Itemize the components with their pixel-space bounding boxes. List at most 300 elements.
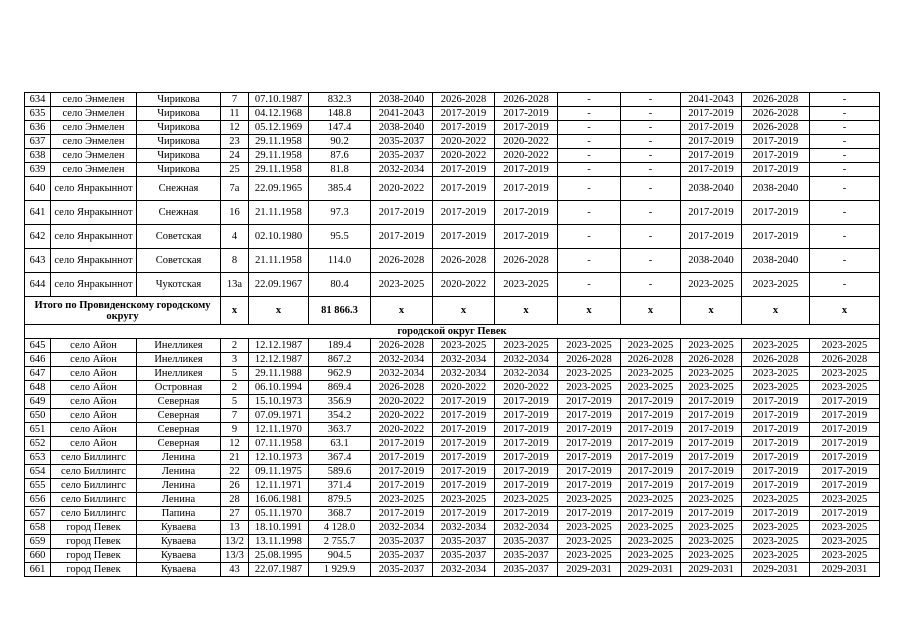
table-cell: 90.2 [309, 135, 371, 149]
table-cell: 2017-2019 [742, 451, 810, 465]
table-cell: - [621, 201, 681, 225]
table-cell: 641 [25, 201, 51, 225]
table-cell: 2023-2025 [742, 367, 810, 381]
table-cell: 2032-2034 [371, 353, 433, 367]
table-cell: 2017-2019 [742, 149, 810, 163]
table-cell: 371.4 [309, 479, 371, 493]
table-row [25, 563, 880, 577]
table-cell: 2017-2019 [495, 121, 558, 135]
table-cell: 22 [221, 465, 249, 479]
table-cell: - [621, 249, 681, 273]
table-cell: 650 [25, 409, 51, 423]
section-title: городской округ Певек [25, 325, 880, 339]
table-cell: Чукотская [137, 273, 221, 297]
table-cell: 2017-2019 [495, 395, 558, 409]
table-cell: 2023-2025 [558, 339, 621, 353]
table-cell: село Айон [51, 353, 137, 367]
table-cell: 2017-2019 [433, 163, 495, 177]
table-cell: 2017-2019 [495, 451, 558, 465]
table-cell: 2035-2037 [495, 535, 558, 549]
table-cell: село Энмелен [51, 121, 137, 135]
table-cell: 22.09.1967 [249, 273, 309, 297]
table-cell: 655 [25, 479, 51, 493]
table-cell: 2026-2028 [810, 353, 880, 367]
table-cell: 2017-2019 [558, 451, 621, 465]
table-cell: 2023-2025 [558, 521, 621, 535]
table-cell: 2017-2019 [681, 395, 742, 409]
total-cell: x [371, 297, 433, 325]
table-cell: 2026-2028 [681, 353, 742, 367]
table-cell: 363.7 [309, 423, 371, 437]
table-cell: 2017-2019 [742, 465, 810, 479]
table-cell: 95.5 [309, 225, 371, 249]
table-cell: 2020-2022 [371, 409, 433, 423]
table-cell: 2017-2019 [433, 177, 495, 201]
table-cell: село Энмелен [51, 149, 137, 163]
table-cell: 12 [221, 437, 249, 451]
table-cell: село Биллингс [51, 451, 137, 465]
table-cell: 2029-2031 [681, 563, 742, 577]
table-cell: 81.8 [309, 163, 371, 177]
table-cell: 2017-2019 [433, 201, 495, 225]
table-cell: 2029-2031 [810, 563, 880, 577]
table-cell: 643 [25, 249, 51, 273]
table-cell: 13а [221, 273, 249, 297]
table-cell: 2035-2037 [433, 549, 495, 563]
table-row [25, 225, 880, 249]
table-cell: 05.12.1969 [249, 121, 309, 135]
table-cell: 2017-2019 [742, 479, 810, 493]
table-cell: - [558, 93, 621, 107]
table-cell: 2017-2019 [371, 437, 433, 451]
table-cell: 11 [221, 107, 249, 121]
table-cell: село Биллингс [51, 479, 137, 493]
table-cell: 23 [221, 135, 249, 149]
table-cell: 21 [221, 451, 249, 465]
table-cell: 2026-2028 [742, 93, 810, 107]
table-cell: - [621, 149, 681, 163]
table-cell: 962.9 [309, 367, 371, 381]
table-cell: 2017-2019 [433, 507, 495, 521]
table-cell: 640 [25, 177, 51, 201]
table-cell: 869.4 [309, 381, 371, 395]
table-cell: Куваева [137, 549, 221, 563]
table-cell: 2017-2019 [621, 423, 681, 437]
table-cell: 21.11.1958 [249, 249, 309, 273]
table-cell: 12.12.1987 [249, 353, 309, 367]
table-cell: 2017-2019 [495, 465, 558, 479]
table-cell: - [621, 107, 681, 121]
table-cell: 2017-2019 [621, 451, 681, 465]
table-row [25, 451, 880, 465]
table-cell: 2017-2019 [621, 479, 681, 493]
table-cell: 2017-2019 [681, 201, 742, 225]
table-cell: 12.10.1973 [249, 451, 309, 465]
table-cell: 367.4 [309, 451, 371, 465]
table-cell: 13/2 [221, 535, 249, 549]
table-row [25, 121, 880, 135]
table-cell: 2035-2037 [495, 563, 558, 577]
table-cell: 2017-2019 [495, 409, 558, 423]
table-cell: - [810, 121, 880, 135]
total-cell: x [433, 297, 495, 325]
table-cell: 644 [25, 273, 51, 297]
table-cell: 29.11.1958 [249, 149, 309, 163]
table-cell: 2023-2025 [810, 493, 880, 507]
table-cell: - [621, 135, 681, 149]
table-cell: 385.4 [309, 177, 371, 201]
table-cell: 2035-2037 [495, 549, 558, 563]
table-cell: 2017-2019 [371, 465, 433, 479]
table-cell: 18.10.1991 [249, 521, 309, 535]
table-cell: Инелликея [137, 339, 221, 353]
table-row [25, 507, 880, 521]
table-cell: 2026-2028 [558, 353, 621, 367]
table-cell: 654 [25, 465, 51, 479]
table-cell: 2017-2019 [433, 225, 495, 249]
table-cell: 2017-2019 [495, 479, 558, 493]
table-cell: 2017-2019 [681, 149, 742, 163]
table-cell: 2023-2025 [742, 549, 810, 563]
table-cell: - [621, 121, 681, 135]
table-cell: 43 [221, 563, 249, 577]
table-cell: 2035-2037 [433, 535, 495, 549]
table-cell: Чирикова [137, 163, 221, 177]
table-row [25, 339, 880, 353]
table-cell: 904.5 [309, 549, 371, 563]
table-cell: 2017-2019 [681, 451, 742, 465]
table-cell: 2017-2019 [742, 507, 810, 521]
table-cell: Северная [137, 423, 221, 437]
table-cell: 2023-2025 [621, 339, 681, 353]
table-cell: 2017-2019 [742, 225, 810, 249]
table-cell: 22.07.1987 [249, 563, 309, 577]
table-cell: 589.6 [309, 465, 371, 479]
table-cell: 2026-2028 [433, 249, 495, 273]
table-cell: 2017-2019 [371, 201, 433, 225]
table-body [25, 93, 880, 577]
table-cell: 2 755.7 [309, 535, 371, 549]
table-row [25, 249, 880, 273]
table-cell: 2 [221, 381, 249, 395]
table-cell: 15.10.1973 [249, 395, 309, 409]
table-cell: 2026-2028 [621, 353, 681, 367]
table-cell: 2017-2019 [371, 451, 433, 465]
table-cell: село Айон [51, 395, 137, 409]
table-cell: 2023-2025 [433, 339, 495, 353]
table-cell: 2038-2040 [371, 121, 433, 135]
table-cell: 637 [25, 135, 51, 149]
table-cell: Ленина [137, 493, 221, 507]
table-row [25, 423, 880, 437]
table-cell: 2023-2025 [558, 535, 621, 549]
table-cell: 2017-2019 [742, 163, 810, 177]
table-cell: 2032-2034 [495, 353, 558, 367]
table-cell: 2023-2025 [495, 273, 558, 297]
table-cell: - [558, 201, 621, 225]
housing-schedule-table [24, 92, 880, 577]
table-cell: город Певек [51, 549, 137, 563]
table-cell: село Янракыннот [51, 225, 137, 249]
table-cell: 2035-2037 [371, 563, 433, 577]
table-cell: 2017-2019 [495, 177, 558, 201]
table-cell: 2023-2025 [495, 339, 558, 353]
table-cell: - [810, 107, 880, 121]
table-cell: 368.7 [309, 507, 371, 521]
table-row [25, 437, 880, 451]
table-cell: - [810, 135, 880, 149]
table-cell: Островная [137, 381, 221, 395]
table-cell: 651 [25, 423, 51, 437]
table-cell: 05.11.1970 [249, 507, 309, 521]
table-cell: 2023-2025 [558, 493, 621, 507]
table-cell: - [621, 273, 681, 297]
table-cell: 2023-2025 [742, 273, 810, 297]
table-cell: 2017-2019 [621, 395, 681, 409]
table-cell: 07.09.1971 [249, 409, 309, 423]
table-cell: 2017-2019 [558, 479, 621, 493]
table-row [25, 521, 880, 535]
table-cell: 2017-2019 [433, 121, 495, 135]
total-cell: 81 866.3 [309, 297, 371, 325]
table-cell: 2023-2025 [681, 535, 742, 549]
table-cell: - [621, 225, 681, 249]
table-cell: 13.11.1998 [249, 535, 309, 549]
table-cell: село Энмелен [51, 93, 137, 107]
table-cell: 63.1 [309, 437, 371, 451]
table-cell: 2023-2025 [742, 381, 810, 395]
table-cell: село Янракыннот [51, 201, 137, 225]
table-cell: 2017-2019 [621, 437, 681, 451]
table-cell: 2017-2019 [742, 201, 810, 225]
table-row [25, 549, 880, 563]
table-cell: - [558, 149, 621, 163]
table-cell: 2017-2019 [810, 451, 880, 465]
table-cell: 832.3 [309, 93, 371, 107]
table-cell: 2038-2040 [681, 177, 742, 201]
table-cell: 2020-2022 [433, 273, 495, 297]
table-cell: 661 [25, 563, 51, 577]
table-cell: 2023-2025 [621, 549, 681, 563]
table-cell: 02.10.1980 [249, 225, 309, 249]
table-cell: 2017-2019 [558, 409, 621, 423]
table-cell: 2017-2019 [495, 107, 558, 121]
table-cell: 2017-2019 [810, 437, 880, 451]
table-cell: село Айон [51, 409, 137, 423]
table-cell: 4 [221, 225, 249, 249]
table-cell: 2023-2025 [371, 493, 433, 507]
table-cell: - [621, 163, 681, 177]
table-cell: город Певек [51, 521, 137, 535]
table-cell: 2017-2019 [810, 423, 880, 437]
table-cell: 07.11.1958 [249, 437, 309, 451]
table-cell: 635 [25, 107, 51, 121]
table-cell: 2038-2040 [371, 93, 433, 107]
table-cell: Куваева [137, 535, 221, 549]
table-cell: 2020-2022 [433, 149, 495, 163]
table-cell: 2023-2025 [681, 367, 742, 381]
table-cell: 2017-2019 [742, 437, 810, 451]
table-cell: 2020-2022 [371, 423, 433, 437]
table-cell: 06.10.1994 [249, 381, 309, 395]
table-cell: 2017-2019 [681, 423, 742, 437]
table-cell: 1 929.9 [309, 563, 371, 577]
table-cell: 2026-2028 [371, 249, 433, 273]
table-row [25, 201, 880, 225]
table-cell: 12.11.1970 [249, 423, 309, 437]
table-cell: Советская [137, 225, 221, 249]
table-cell: - [810, 225, 880, 249]
table-cell: 2023-2025 [681, 381, 742, 395]
table-cell: 2023-2025 [810, 381, 880, 395]
table-cell: 2023-2025 [558, 549, 621, 563]
table-row [25, 107, 880, 121]
table-row [25, 465, 880, 479]
table-row [25, 163, 880, 177]
table-cell: 2023-2025 [742, 339, 810, 353]
table-cell: 2023-2025 [810, 535, 880, 549]
table-row [25, 177, 880, 201]
table-cell: 2032-2034 [495, 367, 558, 381]
table-cell: село Айон [51, 437, 137, 451]
table-cell: 2017-2019 [558, 423, 621, 437]
table-cell: 2038-2040 [681, 249, 742, 273]
table-cell: Куваева [137, 563, 221, 577]
table-cell: - [558, 121, 621, 135]
table-cell: 28 [221, 493, 249, 507]
table-cell: 2017-2019 [495, 507, 558, 521]
table-cell: 2041-2043 [681, 93, 742, 107]
table-cell: 2020-2022 [371, 177, 433, 201]
table-cell: 2026-2028 [433, 93, 495, 107]
table-cell: 2017-2019 [681, 437, 742, 451]
table-row [25, 381, 880, 395]
table-cell: 2017-2019 [681, 479, 742, 493]
table-cell: 2029-2031 [742, 563, 810, 577]
table-cell: 2017-2019 [810, 507, 880, 521]
table-cell: 12 [221, 121, 249, 135]
table-cell: 16 [221, 201, 249, 225]
table-cell: 12.12.1987 [249, 339, 309, 353]
table-cell: 2035-2037 [371, 535, 433, 549]
table-cell: город Певек [51, 563, 137, 577]
table-cell: - [810, 149, 880, 163]
table-cell: 2017-2019 [681, 135, 742, 149]
table-cell: Чирикова [137, 149, 221, 163]
table-cell: село Айон [51, 367, 137, 381]
table-cell: 2026-2028 [371, 381, 433, 395]
total-cell: x [558, 297, 621, 325]
table-cell: 2020-2022 [433, 381, 495, 395]
table-cell: - [810, 273, 880, 297]
table-cell: 2017-2019 [495, 201, 558, 225]
table-cell: 636 [25, 121, 51, 135]
table-cell: Ленина [137, 479, 221, 493]
table-cell: 29.11.1958 [249, 135, 309, 149]
table-cell: Снежная [137, 177, 221, 201]
table-cell: 2038-2040 [742, 249, 810, 273]
table-cell: - [558, 135, 621, 149]
table-cell: 27 [221, 507, 249, 521]
table-cell: 2032-2034 [371, 521, 433, 535]
table-cell: 2032-2034 [371, 163, 433, 177]
table-cell: Снежная [137, 201, 221, 225]
table-row [25, 149, 880, 163]
table-cell: 29.11.1958 [249, 163, 309, 177]
table-cell: 2017-2019 [495, 163, 558, 177]
table-cell: 660 [25, 549, 51, 563]
table-cell: 656 [25, 493, 51, 507]
table-cell: 646 [25, 353, 51, 367]
table-cell: село Энмелен [51, 135, 137, 149]
table-cell: 21.11.1958 [249, 201, 309, 225]
table-cell: - [558, 107, 621, 121]
table-cell: 2023-2025 [681, 521, 742, 535]
table-cell: 2020-2022 [433, 135, 495, 149]
table-cell: 639 [25, 163, 51, 177]
table-cell: 648 [25, 381, 51, 395]
table-cell: 2017-2019 [681, 507, 742, 521]
table-cell: 657 [25, 507, 51, 521]
table-cell: 2017-2019 [621, 465, 681, 479]
total-cell: x [249, 297, 309, 325]
table-cell: 2017-2019 [742, 395, 810, 409]
table-cell: 2017-2019 [433, 423, 495, 437]
table-cell: - [810, 93, 880, 107]
table-cell: 2020-2022 [495, 149, 558, 163]
table-cell: - [810, 201, 880, 225]
table-cell: 09.11.1975 [249, 465, 309, 479]
table-cell: 2023-2025 [681, 493, 742, 507]
table-row [25, 135, 880, 149]
table-cell: 2017-2019 [433, 395, 495, 409]
table-cell: село Биллингс [51, 465, 137, 479]
table-cell: 87.6 [309, 149, 371, 163]
table-cell: 652 [25, 437, 51, 451]
table-cell: 2026-2028 [742, 107, 810, 121]
table-cell: 7 [221, 409, 249, 423]
table-cell: - [558, 177, 621, 201]
table-cell: - [810, 177, 880, 201]
table-cell: 2023-2025 [681, 339, 742, 353]
table-cell: Чирикова [137, 121, 221, 135]
table-cell: 647 [25, 367, 51, 381]
table-cell: 148.8 [309, 107, 371, 121]
table-cell: 2032-2034 [433, 367, 495, 381]
table-cell: 2023-2025 [621, 381, 681, 395]
table-cell: 25 [221, 163, 249, 177]
table-cell: Куваева [137, 521, 221, 535]
table-cell: 4 128.0 [309, 521, 371, 535]
table-cell: 867.2 [309, 353, 371, 367]
table-cell: 2023-2025 [371, 273, 433, 297]
table-cell: 2017-2019 [681, 225, 742, 249]
table-cell: 9 [221, 423, 249, 437]
table-cell: 2017-2019 [371, 507, 433, 521]
table-cell: 2035-2037 [371, 135, 433, 149]
table-cell: 12.11.1971 [249, 479, 309, 493]
table-cell: 2 [221, 339, 249, 353]
table-row [25, 273, 880, 297]
section-row [25, 325, 880, 339]
table-cell: 8 [221, 249, 249, 273]
table-cell: 2038-2040 [742, 177, 810, 201]
table-cell: 653 [25, 451, 51, 465]
table-cell: село Янракыннот [51, 273, 137, 297]
table-cell: 2017-2019 [433, 451, 495, 465]
table-cell: 2023-2025 [742, 535, 810, 549]
table-cell: - [621, 177, 681, 201]
